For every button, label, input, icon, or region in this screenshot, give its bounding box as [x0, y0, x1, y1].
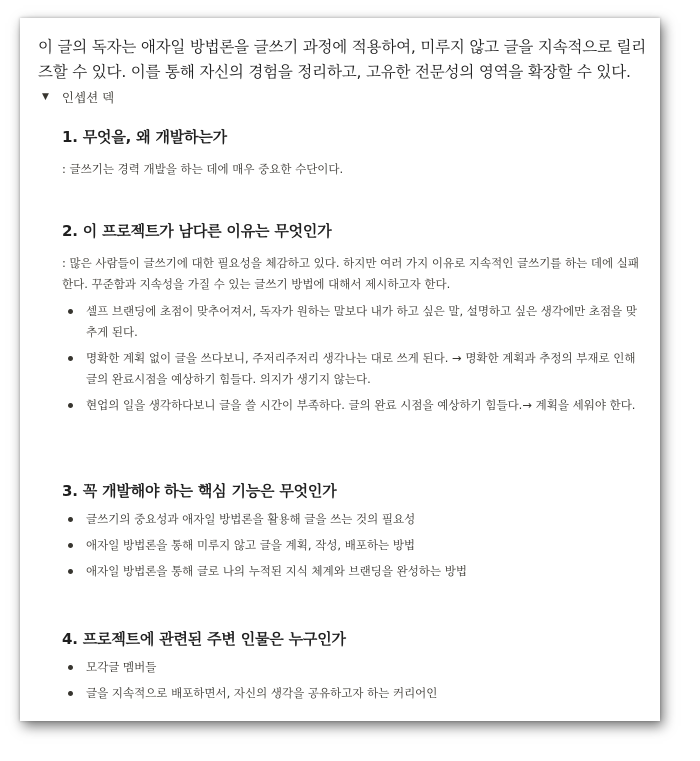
section-related-people: [62, 628, 642, 709]
section-what-why: [62, 126, 642, 180]
document-page: [20, 18, 660, 721]
list-item: [62, 561, 642, 582]
list-item-text: 현업의 일을 생각하다보니 글을 쓸 시간이 부족하다. 글의 완료 시점을 예상하기 힘들다.→ 계획을 세워야 한다.: [86, 398, 636, 412]
triangle-down-icon[interactable]: ▼: [42, 92, 49, 102]
toggle-label: 인셉션 덱: [61, 90, 115, 105]
list-item: [62, 535, 642, 556]
bullet-dot-icon: [68, 309, 73, 314]
bullet-dot-icon: [68, 691, 73, 696]
list-item: [62, 657, 642, 678]
list-item-text: 글쓰기의 중요성과 애자일 방법론을 활용해 글을 쓰는 것의 필요성: [86, 512, 416, 526]
list-item-text: 명확한 계획 없이 글을 쓰다보니, 주저리주저리 생각나는 대로 쓰게 된다. → 명확한 계획과 추정의 부재로 인해 글의 완료시점을 예상하기 힘들다. 의지가 생기지 않는다.: [86, 351, 636, 386]
bullet-dot-icon: [68, 569, 73, 574]
bullet-list: [62, 509, 642, 582]
intro-paragraph: 이 글의 독자는 애자일 방법론을 글쓰기 과정에 적용하여, 미루지 않고 글을 지속적으로 릴리즈할 수 있다. 이를 통해 자신의 경험을 정리하고, 고유한 전문성의 영역을 확장할 수 있다.: [38, 38, 647, 81]
section-heading: 4. 프로젝트에 관련된 주변 인물은 누구인가: [62, 630, 346, 648]
section-differentiator: [62, 220, 642, 421]
list-item: [62, 509, 642, 530]
section-description: : 많은 사람들이 글쓰기에 대한 필요성을 체감하고 있다. 하지만 여러 가지 이유로 지속적인 글쓰기를 하는 데에 실패한다. 꾸준함과 지속성을 가질 수 있는 글쓰기 방법에 대해서 제시하고자 한다.: [62, 256, 640, 291]
list-item-text: 애자일 방법론을 통해 글로 나의 누적된 지식 체계와 브랜딩을 완성하는 방법: [86, 564, 467, 578]
bullet-list: [62, 301, 642, 416]
bullet-dot-icon: [68, 356, 73, 361]
section-heading: 1. 무엇을, 왜 개발하는가: [62, 128, 227, 146]
bullet-dot-icon: [68, 403, 73, 408]
list-item-text: 애자일 방법론을 통해 미루지 않고 글을 계획, 작성, 배포하는 방법: [86, 538, 416, 552]
list-item-text: 모각글 멤버들: [86, 660, 157, 674]
list-item: [62, 683, 642, 704]
list-item: [62, 395, 642, 416]
section-heading: 2. 이 프로젝트가 남다른 이유는 무엇인가: [62, 222, 332, 240]
list-item-text: 글을 지속적으로 배포하면서, 자신의 생각을 공유하고자 하는 커리어인: [86, 686, 438, 700]
list-item: [62, 348, 642, 390]
section-core-features: [62, 480, 642, 587]
section-description: : 글쓰기는 경력 개발을 하는 데에 매우 중요한 수단이다.: [62, 162, 344, 176]
bullet-dot-icon: [68, 665, 73, 670]
bullet-dot-icon: [68, 543, 73, 548]
bullet-list: [62, 657, 642, 704]
bullet-dot-icon: [68, 517, 73, 522]
section-heading: 3. 꼭 개발해야 하는 핵심 기능은 무엇인가: [62, 482, 337, 500]
list-item-text: 셀프 브랜딩에 초점이 맞추어져서, 독자가 원하는 말보다 내가 하고 싶은 말, 설명하고 싶은 생각에만 초점을 맞추게 된다.: [86, 304, 637, 339]
inception-deck-toggle[interactable]: [42, 88, 114, 106]
list-item: [62, 301, 642, 343]
